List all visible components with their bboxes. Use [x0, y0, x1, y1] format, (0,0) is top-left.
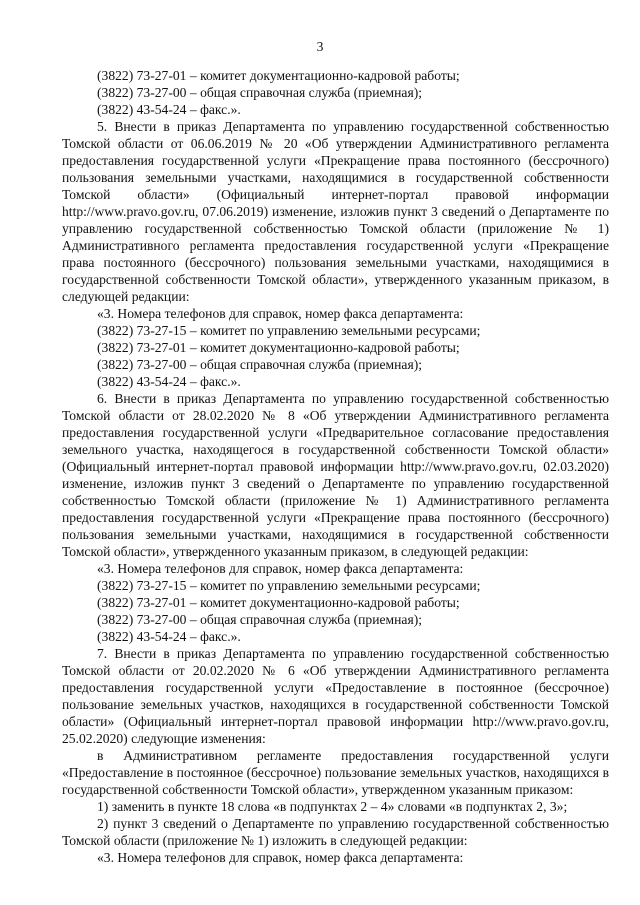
phone-line: (3822) 73-27-01 – комитет документационно-кадровой работы; — [97, 595, 460, 610]
phone-line: (3822) 73-27-00 – общая справочная служба (приемная); — [97, 357, 423, 372]
paragraph-item-7-sub-1: 1) заменить в пункте 18 слова «в подпунктах 2 – 4» словами «в подпунктах 2, 3»; — [97, 799, 568, 814]
phone-line: (3822) 73-27-01 – комитет документационно-кадровой работы; — [97, 340, 460, 355]
phone-line: (3822) 43-54-24 – факс.». — [97, 102, 241, 117]
phone-line: (3822) 73-27-15 – комитет по управлению земельными ресурсами; — [97, 578, 481, 593]
phone-line: (3822) 73-27-15 – комитет по управлению земельными ресурсами; — [97, 323, 481, 338]
phone-line: (3822) 43-54-24 – факс.». — [97, 629, 241, 644]
page-number: 3 — [316, 39, 324, 54]
phone-line: (3822) 73-27-00 – общая справочная служба (приемная); — [97, 85, 423, 100]
phone-line: (3822) 73-27-01 – комитет документационно-кадровой работы; — [97, 68, 460, 83]
phone-block-heading: «3. Номера телефонов для справок, номер факса департамента: — [97, 306, 464, 321]
paragraph-item-7-intro: в Административном регламенте предоставления государственной услуги «Предоставление в постоянное (бессрочное) пользование земельных участков, находящихся в государственной собственности Томской области», утвержденном указанным приказом: — [62, 748, 609, 797]
phone-line: (3822) 43-54-24 – факс.». — [97, 374, 241, 389]
paragraph-item-5: 5. Внести в приказ Департамента по управлению государственной собственностью Томской области от 06.06.2019 № 20 «Об утверждении Административного регламента предоставления государственной услуги «Прекращение права постоянного (бессрочного) пользования земельными участками, находящимися в государственной собственности Томской области» (Официальный интернет-портал правовой информации http://www.pravo.gov.ru, 07.06.2019) изменение, изложив пункт 3 сведений о Департаменте по управлению государственной собственностью Томской области (приложение № 1) Административного регламента предоставления государственной услуги «Прекращение права постоянного (бессрочного) пользования земельными участками, находящимися в государственной собственности Томской области», утвержденного указанным приказом, в следующей редакции: — [62, 119, 609, 304]
phone-block-heading: «3. Номера телефонов для справок, номер факса департамента: — [97, 561, 464, 576]
phone-block-heading: «3. Номера телефонов для справок, номер факса департамента: — [97, 850, 464, 865]
phone-line: (3822) 73-27-00 – общая справочная служба (приемная); — [97, 612, 423, 627]
paragraph-item-7: 7. Внести в приказ Департамента по управлению государственной собственностью Томской области от 20.02.2020 № 6 «Об утверждении Административного регламента предоставления государственной услуги «Предоставление в постоянное (бессрочное) пользование земельных участков, находящихся в государственной собственности Томской области» (Официальный интернет-портал правовой информации http://www.pravo.gov.ru, 25.02.2020) следующие изменения: — [62, 646, 609, 746]
paragraph-item-6: 6. Внести в приказ Департамента по управлению государственной собственностью Томской области от 28.02.2020 № 8 «Об утверждении Административного регламента предоставления государственной услуги «Предварительное согласование предоставления земельного участка, находящегося в государственной собственности Томской области» (Официальный интернет-портал правовой информации http://www.pravo.gov.ru, 02.03.2020) изменение, изложив пункт 3 сведений о Департаменте по управлению государственной собственностью Томской области (приложение № 1) Административного регламента предоставления государственной услуги «Прекращение права постоянного (бессрочного) пользования земельными участками, находящимися в государственной собственности Томской области», утвержденного указанным приказом, в следующей редакции: — [62, 391, 609, 559]
document-body — [62, 67, 609, 866]
paragraph-item-7-sub-2: 2) пункт 3 сведений о Департаменте по управлению государственной собственностью Томской области (приложение № 1) изложить в следующей редакции: — [62, 816, 609, 848]
